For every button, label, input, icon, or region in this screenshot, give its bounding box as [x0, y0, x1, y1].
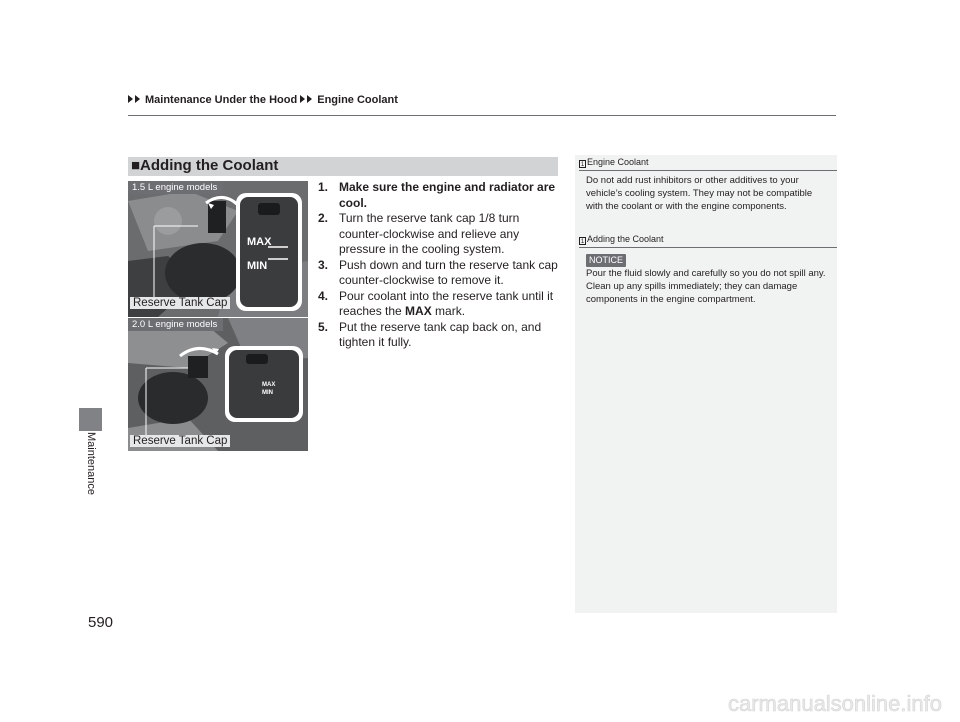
- max-mark-label: MAX: [262, 382, 276, 388]
- note-heading: [579, 234, 664, 245]
- section-heading: [128, 157, 558, 176]
- watermark-text: carmanualsonline.info: [727, 691, 942, 716]
- watermark-logo: [644, 690, 944, 718]
- chapter-tab-marker: [79, 408, 102, 431]
- chapter-tab-label: Maintenance: [85, 432, 97, 495]
- step-text: Push down and turn the reserve tank cap counter-clockwise to remove it.: [339, 257, 558, 287]
- procedure-steps: [318, 180, 563, 351]
- step-item: [318, 289, 563, 320]
- notes-sidebar: [575, 155, 837, 613]
- section-title: ■Adding the Coolant: [131, 157, 279, 174]
- step-item: [318, 211, 563, 258]
- step-item: [318, 258, 563, 289]
- notice-badge: NOTICE: [586, 254, 626, 267]
- double-arrow-icon: [128, 94, 142, 106]
- note-divider: [579, 247, 837, 248]
- page-number: 590: [88, 614, 114, 631]
- model-tag: 2.0 L engine models: [128, 318, 223, 331]
- note-text: Do not add rust inhibitors or other additives to your vehicle’s cooling system. They may not be compatible with the coolant or with the engine components.: [586, 175, 813, 212]
- step-number: 4.: [318, 288, 329, 303]
- min-mark-label: MIN: [247, 260, 268, 272]
- reference-mark-icon: 1: [580, 239, 585, 245]
- reference-mark-icon: 1: [580, 162, 585, 168]
- min-mark-label: MIN: [262, 390, 273, 396]
- step-text: Put the reserve tank cap back on, and tighten it fully.: [339, 319, 542, 349]
- step-item: [318, 180, 563, 211]
- step-text: Pour coolant into the reserve tank until it reaches the MAX mark.: [339, 288, 554, 318]
- step-number: 1.: [318, 180, 329, 194]
- note-text: Pour the fluid slowly and carefully so you do not spill any. Clean up any spills immediately; they can damage components in the engine compartment.: [586, 268, 826, 305]
- step-text: Turn the reserve tank cap 1/8 turn counter-clockwise and relieve any pressure in the cooling system.: [339, 211, 520, 256]
- engine-photo-1-5l: [128, 181, 308, 317]
- step-text: Make sure the engine and radiator are cool.: [339, 180, 556, 210]
- step-number: 5.: [318, 319, 329, 334]
- note-title: Adding the Coolant: [587, 234, 664, 244]
- breadcrumb: [128, 94, 398, 106]
- header-divider: [128, 115, 836, 116]
- reserve-tank-cap-label: Reserve Tank Cap: [130, 435, 230, 447]
- reserve-tank-cap-label: Reserve Tank Cap: [130, 297, 230, 309]
- step-number: 3.: [318, 257, 329, 272]
- model-tag: 1.5 L engine models: [128, 181, 223, 194]
- double-arrow-icon: [300, 94, 314, 106]
- breadcrumb-item: Maintenance Under the Hood: [145, 94, 298, 106]
- note-heading: [579, 157, 649, 168]
- note-title: Engine Coolant: [587, 157, 649, 167]
- max-mark-label: MAX: [247, 236, 272, 248]
- step-number: 2.: [318, 211, 329, 225]
- step-item: [318, 320, 563, 351]
- engine-photo-2-0l: [128, 318, 308, 451]
- engine-illustration: [128, 318, 308, 451]
- breadcrumb-item: Engine Coolant: [317, 94, 398, 106]
- max-emphasis: MAX: [405, 304, 432, 318]
- note-divider: [579, 170, 837, 171]
